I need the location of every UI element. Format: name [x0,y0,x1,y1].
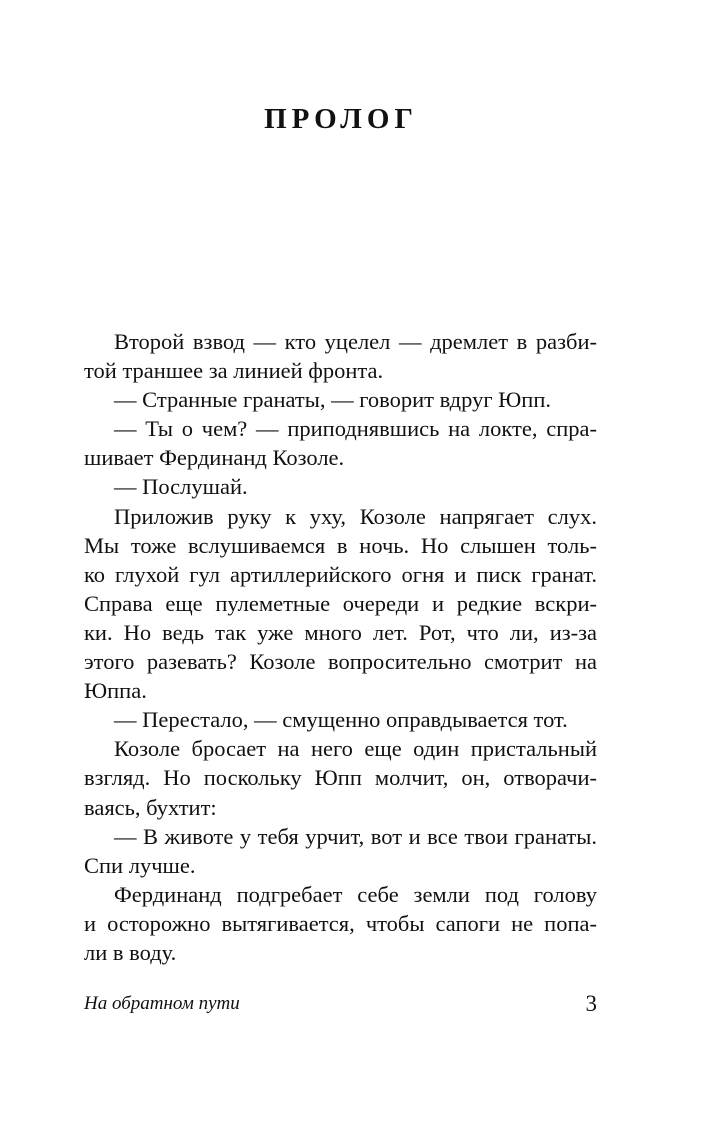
text-line: — В животе у тебя урчит, вот и все твои гранаты. [114,823,597,849]
text-line: ко глухой гул артиллерийского огня и писк гранат. [84,561,597,587]
text-line: Справа еще пулеметные очереди и редкие вскри- [84,590,597,616]
chapter-title: ПРОЛОГ [264,103,418,135]
text-line: ли в воду. [84,939,177,965]
text-line: ваясь, бухтит: [84,794,217,820]
page-number: 3 [585,991,597,1016]
text-line: Юппа. [84,678,147,704]
text-line: — Перестало, — смущенно оправдывается тот. [114,707,568,733]
text-line: той траншее за линией фронта. [84,358,384,384]
text-line: — Ты о чем? — приподнявшись на локте, спра- [114,416,597,442]
text-line: шивает Фердинанд Козоле. [84,445,345,471]
text-line: — Странные гранаты, — говорит вдруг Юпп. [114,387,552,413]
text-line: Второй взвод — кто уцелел — дремлет в разби- [114,329,597,354]
text-line: и осторожно вытягивается, чтобы сапоги не попа- [84,910,597,936]
running-footer-title: На обратном пути [84,993,240,1014]
text-line: Приложив руку к уху, Козоле напрягает слух. [114,503,597,529]
text-line: Спи лучше. [84,852,196,878]
text-line: ки. Но ведь так уже много лет. Рот, что ли, из-за [84,619,597,645]
text-line: Козоле бросает на него еще один пристальный [114,736,597,762]
text-line: взгляд. Но поскольку Юпп молчит, он, отворачи- [84,765,597,791]
text-line: — Послушай. [114,474,248,500]
body-text [84,327,597,967]
text-line: этого разевать? Козоле вопросительно смотрит на [84,649,597,675]
text-line: Фердинанд подгребает себе земли под голову [114,881,597,907]
text-line: Мы тоже вслушиваемся в ночь. Но слышен толь- [84,532,597,558]
